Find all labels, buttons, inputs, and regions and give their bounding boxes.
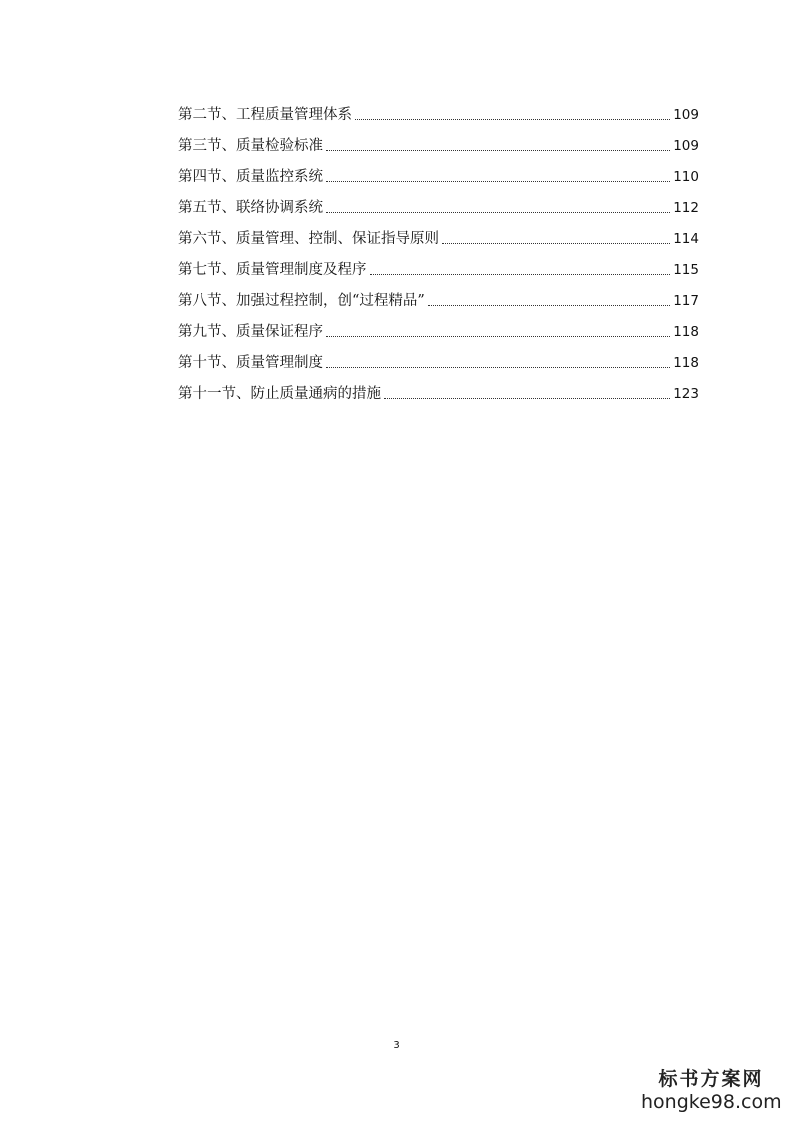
toc-entry-title: 第三节、质量检验标准 [178, 138, 323, 154]
toc-entry-title: 第六节、质量管理、控制、保证指导原则 [178, 231, 439, 247]
toc-entry-page: 112 [673, 200, 699, 216]
toc-entry[interactable] [178, 94, 699, 125]
watermark-url-text: hongke98.com [641, 1091, 782, 1113]
toc-leader-dots [326, 212, 670, 213]
toc-entry-page: 118 [673, 324, 699, 340]
toc-entry-page: 118 [673, 355, 699, 371]
toc-entry[interactable] [178, 311, 699, 342]
toc-entry[interactable] [178, 218, 699, 249]
toc-entry[interactable] [178, 156, 699, 187]
toc-entry[interactable] [178, 373, 699, 404]
toc-entry-page: 110 [673, 169, 699, 185]
toc-leader-dots [428, 305, 670, 306]
toc-entry[interactable] [178, 125, 699, 156]
toc-entry-title: 第十节、质量管理制度 [178, 355, 323, 371]
toc-entry[interactable] [178, 280, 699, 311]
toc-leader-dots [442, 243, 670, 244]
toc-entry-page: 123 [673, 386, 699, 402]
toc-entry-title: 第五节、联络协调系统 [178, 200, 323, 216]
toc-entry[interactable] [178, 249, 699, 280]
toc-entry-title: 第四节、质量监控系统 [178, 169, 323, 185]
table-of-contents [178, 94, 699, 404]
toc-leader-dots [355, 119, 670, 120]
page-number: 3 [393, 1040, 400, 1051]
toc-entry[interactable] [178, 187, 699, 218]
toc-entry-title: 第八节、加强过程控制，创“过程精品” [178, 293, 425, 309]
toc-leader-dots [326, 181, 670, 182]
toc-entry-page: 109 [673, 138, 699, 154]
toc-leader-dots [326, 336, 670, 337]
toc-leader-dots [326, 367, 670, 368]
watermark-cn-text: 标书方案网 [658, 1068, 764, 1090]
toc-entry[interactable] [178, 342, 699, 373]
toc-entry-title: 第十一节、防止质量通病的措施 [178, 386, 381, 402]
toc-entry-title: 第九节、质量保证程序 [178, 324, 323, 340]
toc-entry-title: 第二节、工程质量管理体系 [178, 107, 352, 123]
toc-entry-page: 109 [673, 107, 699, 123]
toc-leader-dots [370, 274, 671, 275]
toc-entry-page: 117 [673, 293, 699, 309]
watermark-logo [641, 1068, 781, 1114]
toc-entry-title: 第七节、质量管理制度及程序 [178, 262, 367, 278]
toc-leader-dots [326, 150, 670, 151]
toc-leader-dots [384, 398, 670, 399]
toc-entry-page: 114 [673, 231, 699, 247]
toc-entry-page: 115 [673, 262, 699, 278]
